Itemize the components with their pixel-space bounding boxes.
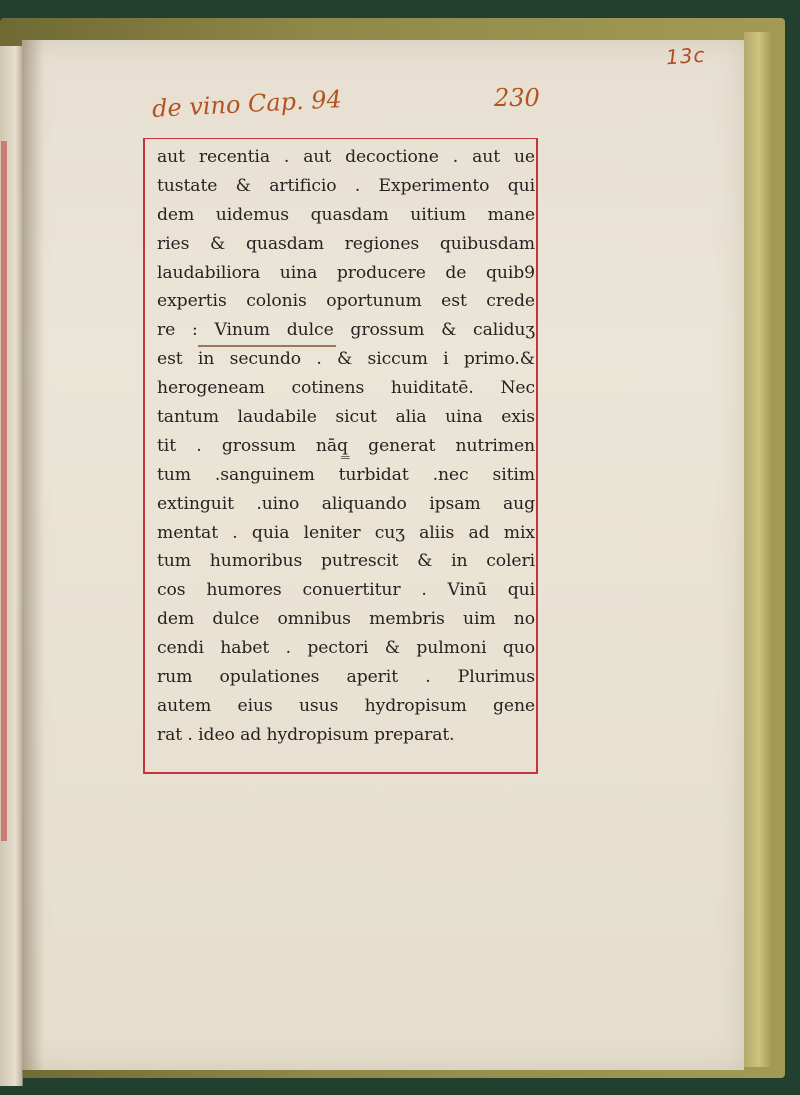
- page-edge: [744, 32, 774, 1067]
- text-line: herogeneam cotinens huiditatē. Nec: [157, 378, 535, 399]
- text-line: aut recentia . aut decoctione . aut ue: [157, 147, 535, 167]
- text-line: tum humoribus putrescit & in coleri: [157, 551, 535, 572]
- text-line: cendi habet . pectori & pulmoni quo: [157, 638, 535, 659]
- text-line: re : Vinum dulce grossum & caliduʒ: [157, 320, 535, 341]
- running-head-annotation: de vino Cap. 94: [151, 85, 343, 123]
- text-line: cos humores conuertitur . Vinū qui: [157, 580, 535, 601]
- text-line: mentat . quia leniter cuʒ aliis ad mix: [157, 522, 535, 543]
- text-block: [157, 143, 535, 750]
- text-line: expertis colonis oportunum est crede: [157, 291, 535, 312]
- left-page-edge: [0, 46, 23, 1086]
- text-line: extinguit .uino aliquando ipsam aug: [157, 493, 535, 514]
- text-line: tit . grossum nāq̳ generat nutrimen: [157, 435, 535, 456]
- text-line: est in secundo . & siccum i primo.&: [157, 349, 535, 370]
- text-line: dem dulce omnibus membris uim no: [157, 609, 535, 630]
- text-line: laudabiliora uina producere de quib9: [157, 262, 535, 283]
- text-line: autem eius usus hydropisum gene: [157, 695, 535, 716]
- folio-number: 230: [494, 84, 540, 112]
- text-line: ries & quasdam regiones quibusdam: [157, 233, 535, 254]
- text-line: tustate & artificio . Experimento qui: [157, 175, 535, 196]
- text-line: rat . ideo ad hydropisum preparat.: [157, 724, 455, 745]
- folio-annotation-top: 13c: [665, 42, 707, 70]
- text-line: tantum laudabile sicut alia uina exis: [157, 407, 535, 428]
- binding-shadow: [22, 40, 44, 1070]
- left-page-rubric-line: [1, 141, 7, 841]
- text-line: dem uidemus quasdam uitium mane: [157, 204, 535, 225]
- text-line: tum .sanguinem turbidat .nec sitim: [157, 464, 535, 485]
- text-line: rum opulationes aperit . Plurimus: [157, 667, 535, 688]
